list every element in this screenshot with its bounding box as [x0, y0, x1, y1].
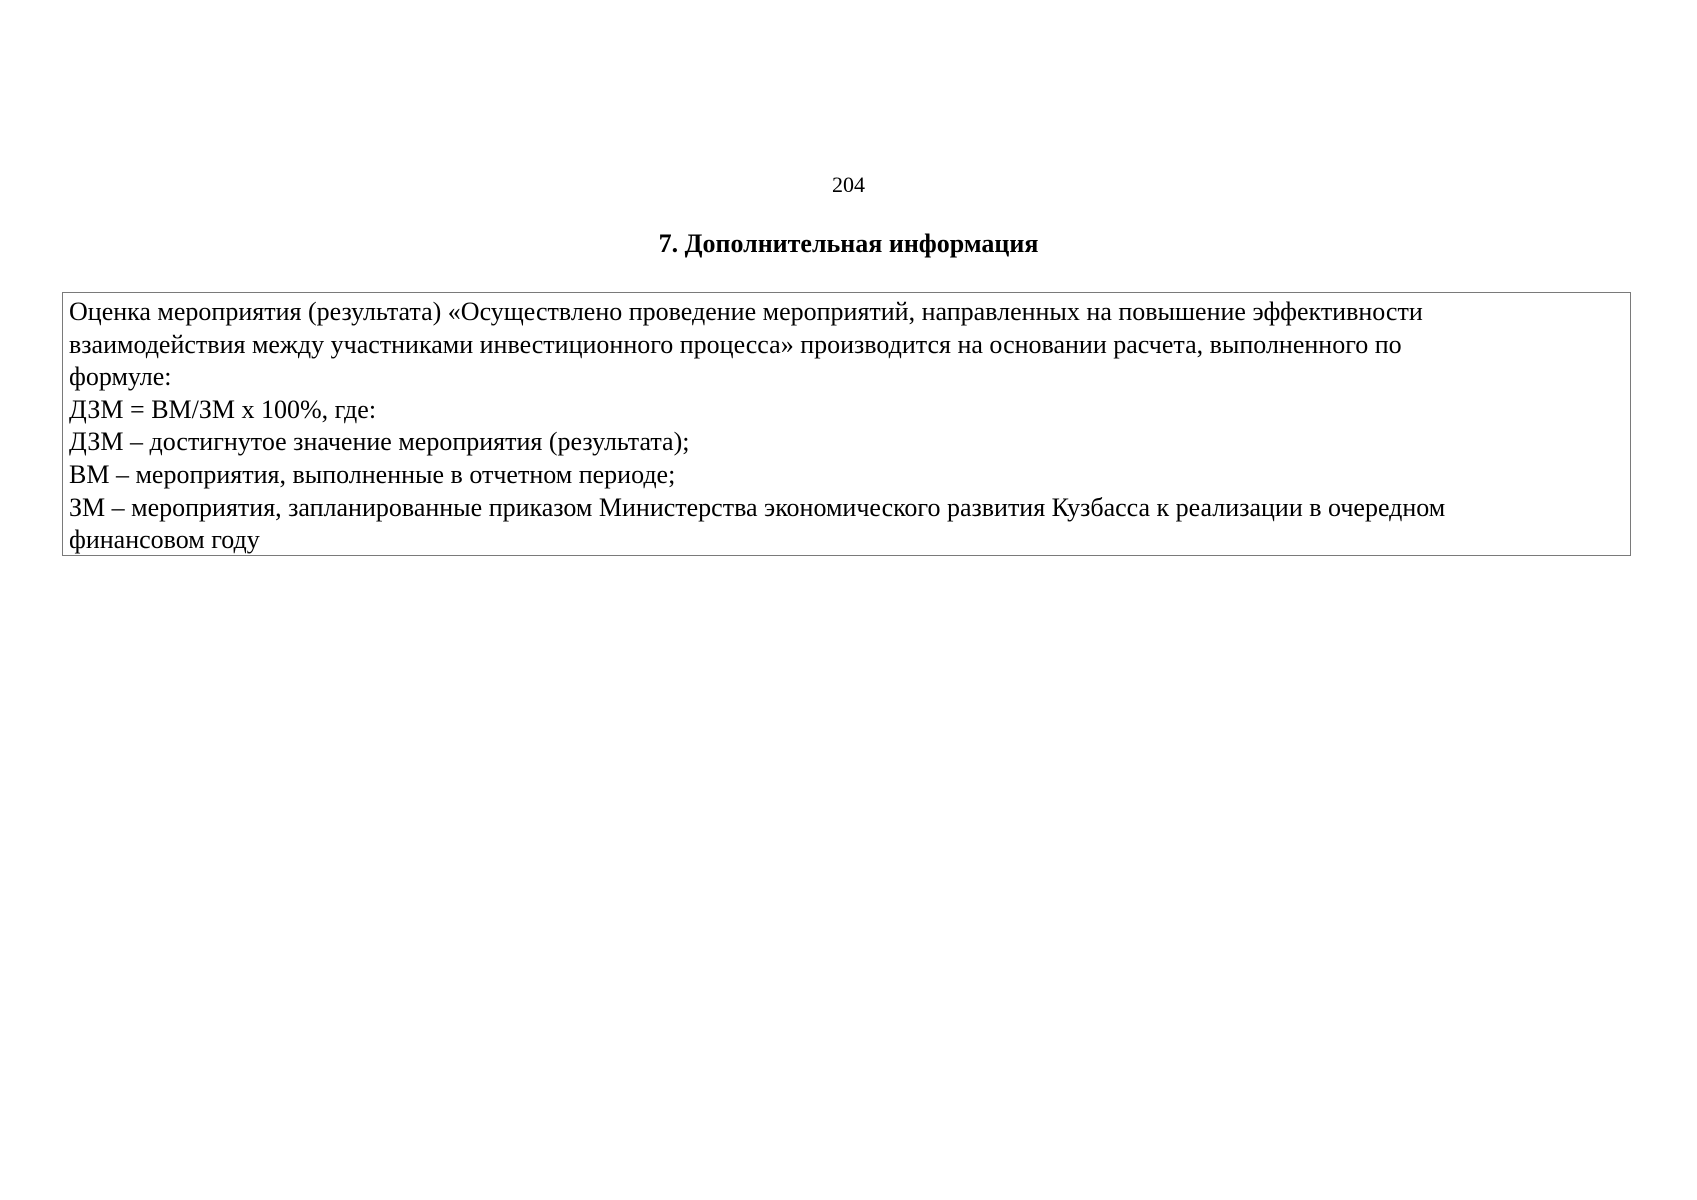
- info-line-intro-2: взаимодействия между участниками инвестиционного процесса» производится на основании расчета, выполненного по: [69, 329, 1402, 359]
- page-number: 204: [832, 172, 865, 197]
- info-line-intro-1: Оценка мероприятия (результата) «Осуществлено проведение мероприятий, направленных на повышение эффективности: [69, 297, 1423, 326]
- definition-zm-2: финансовом году: [69, 525, 260, 555]
- definition-vm: ВМ – мероприятия, выполненные в отчетном периоде;: [69, 459, 676, 489]
- formula-line: ДЗМ = ВМ/ЗМ х 100%, где:: [69, 394, 377, 424]
- info-line-intro-3: формуле:: [69, 362, 172, 392]
- additional-info-box: [62, 292, 1631, 556]
- section-title: 7. Дополнительная информация: [658, 229, 1039, 258]
- definition-dzm: ДЗМ – достигнутое значение мероприятия (результата);: [69, 427, 690, 457]
- definition-zm-1: ЗМ – мероприятия, запланированные приказом Министерства экономического развития Кузбасса к реализации в очередном: [69, 492, 1446, 522]
